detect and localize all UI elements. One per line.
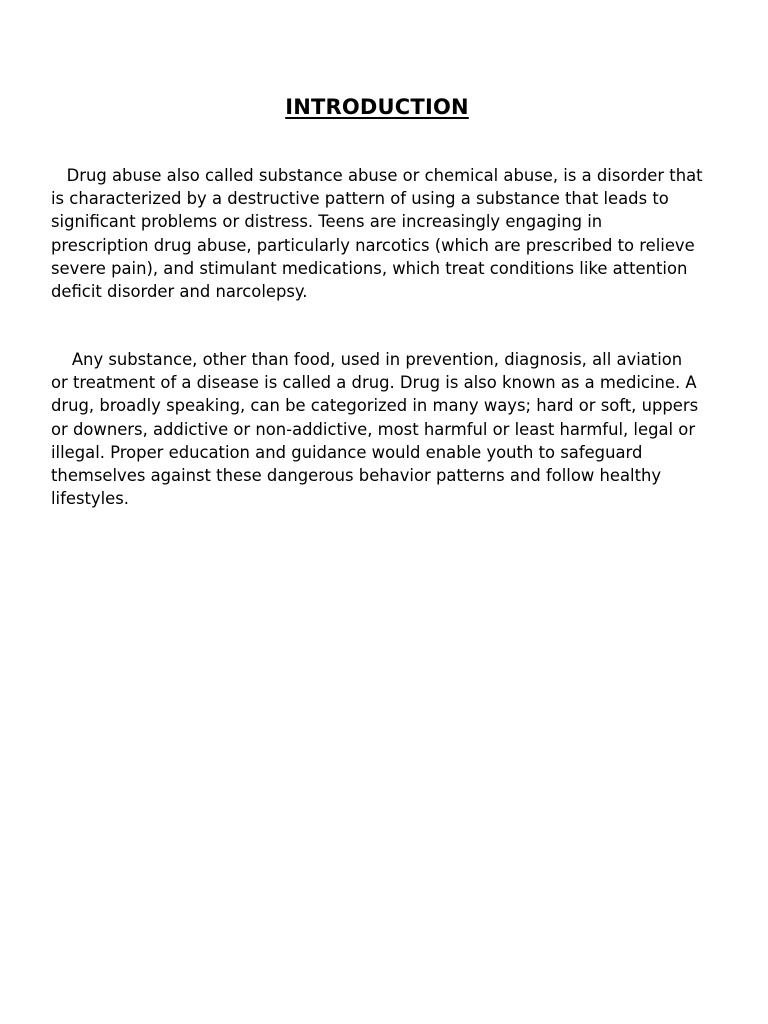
paragraph-drug-abuse-definition: Drug abuse also called substance abuse or chemical abuse, is a disorder that is characterized by a destructive pattern of using a substance that leads to significant problems or distress. Teens are increasingly engaging in prescription drug abuse, particularly narcotics (which are prescribed to relieve severe pain), and stimulant medications, which treat conditions like attention deficit disorder and narcolepsy. xyxy=(51,166,708,302)
page-title: INTRODUCTION xyxy=(285,95,469,119)
paragraph-drug-definition: Any substance, other than food, used in prevention, diagnosis, all aviation or treatment of a disease is called a drug. Drug is also known as a medicine. A drug, broadly speaking, can be categorized in many ways; hard or soft, uppers or downers, addictive or non-addictive, most harmful or least harmful, legal or illegal. Proper education and guidance would enable youth to safeguard themselves against these dangerous behavior patterns and follow healthy lifestyles. xyxy=(51,350,704,509)
